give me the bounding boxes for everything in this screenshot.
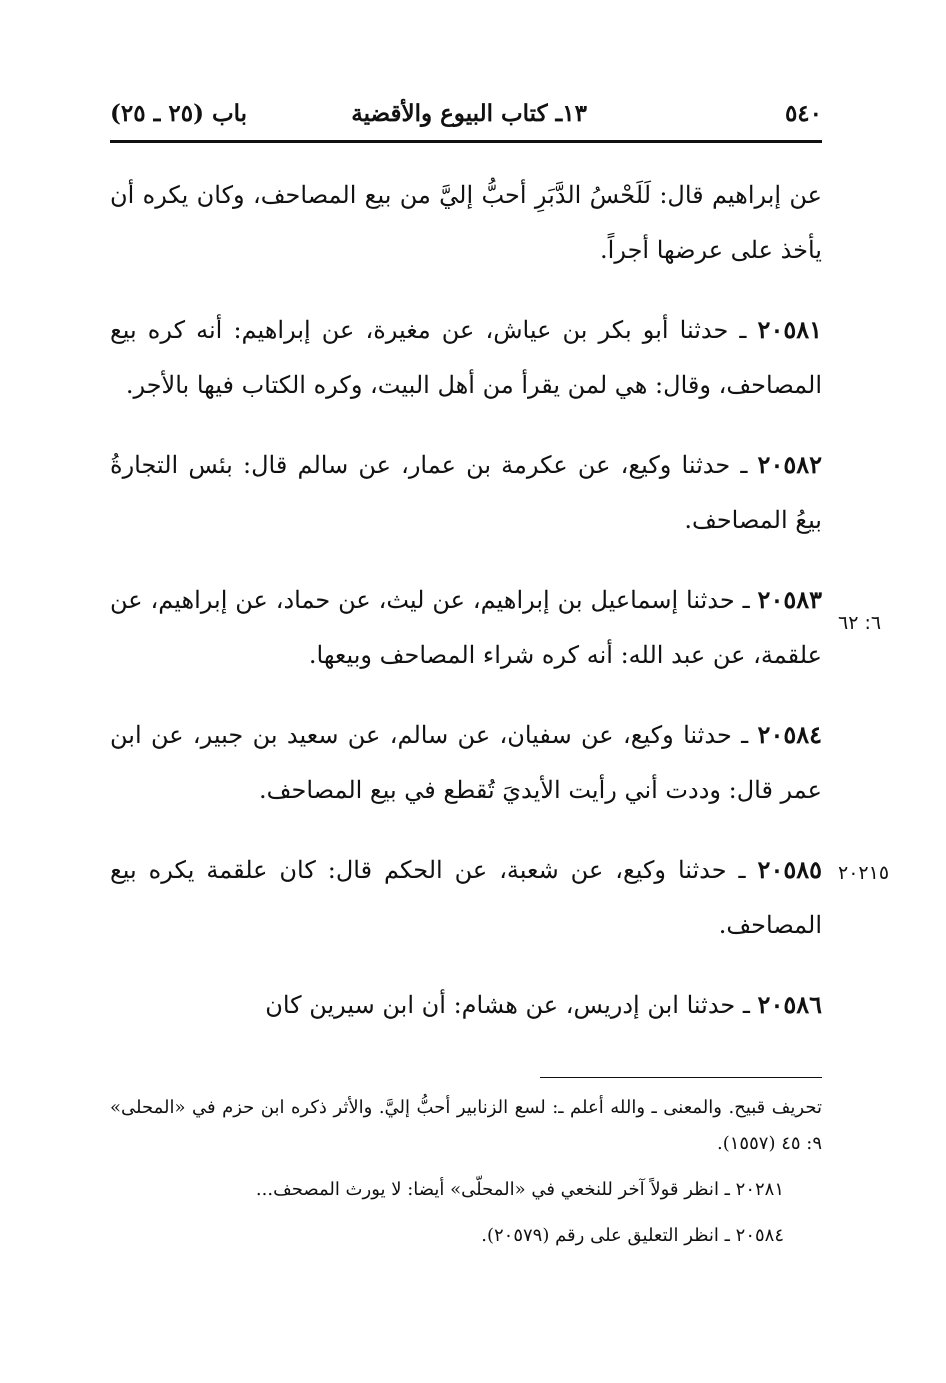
paragraph-text: عن إبراهيم قال: لَلَحْسُ الدَّبَرِ أحبُّ إليَّ من بيع المصاحف، وكان يكره أن يأخذ على عرضها أجراً. <box>110 181 822 264</box>
main-text <box>110 168 822 1057</box>
hadith-number: ٢٠٥٨٢ <box>757 450 822 479</box>
hadith-20582 <box>110 437 822 548</box>
footnote-3: ٢٠٥٨٤ ـ انظر التعليق على رقم (٢٠٥٧٩). <box>481 1225 784 1246</box>
chapter-label: باب (٢٥ ـ ٢٥) <box>110 100 248 127</box>
hadith-number: ٢٠٥٨١ <box>757 315 822 344</box>
margin-note-1: ٦: ٦٢ <box>838 612 882 634</box>
margin-note-2: ٢٠٢١٥ <box>838 862 890 884</box>
hadith-text: ـ حدثنا وكيع، عن عكرمة بن عمار، عن سالم قال: بئس التجارةُ بيعُ المصاحف. <box>110 451 822 534</box>
hadith-20583 <box>110 572 822 683</box>
hadith-number: ٢٠٥٨٦ <box>757 990 822 1019</box>
footnote-rule <box>540 1077 822 1078</box>
hadith-20581 <box>110 302 822 413</box>
hadith-text: ـ حدثنا إسماعيل بن إبراهيم، عن ليث، عن حماد، عن إبراهيم، عن علقمة، عن عبد الله: أنه كره شراء المصاحف وبيعها. <box>110 586 822 669</box>
hadith-text: ـ حدثنا وكيع، عن شعبة، عن الحكم قال: كان علقمة يكره بيع المصاحف. <box>110 856 822 939</box>
footnotes <box>110 1090 822 1264</box>
book-title: ١٣ـ كتاب البيوع والأقضية <box>351 100 587 127</box>
page-number: ٥٤٠ <box>784 100 822 127</box>
hadith-text: ـ حدثنا أبو بكر بن عياش، عن مغيرة، عن إبراهيم: أنه كره بيع المصاحف، وقال: هي لمن يقرأ من أهل البيت، وكره الكتاب فيها بالأجر. <box>110 316 822 399</box>
page-header <box>110 92 822 136</box>
header-rule <box>110 140 822 143</box>
hadith-text: ـ حدثنا ابن إدريس، عن هشام: أن ابن سيرين كان <box>265 991 758 1019</box>
hadith-20584 <box>110 707 822 818</box>
hadith-number: ٢٠٥٨٤ <box>757 720 822 749</box>
hadith-number: ٢٠٥٨٣ <box>757 585 822 614</box>
footnote-1: تحريف قبيح. والمعنى ـ والله أعلم ـ: لسع الزنابير أحبُّ إليَّ. والأثر ذكره ابن حزم في «المحلى» ٩: ٤٥ (١٥٥٧). <box>110 1097 822 1154</box>
paragraph-continuation <box>110 168 822 278</box>
hadith-20586 <box>110 977 822 1033</box>
hadith-text: ـ حدثنا وكيع، عن سفيان، عن سالم، عن سعيد بن جبير، عن ابن عمر قال: وددت أني رأيت الأيديَ تُقطع في بيع المصاحف. <box>110 721 822 804</box>
hadith-20585 <box>110 842 822 953</box>
footnote-2: ٢٠٢٨١ ـ انظر قولاً آخر للنخعي في «المحلّى» أيضا: لا يورث المصحف... <box>255 1179 784 1200</box>
hadith-number: ٢٠٥٨٥ <box>757 855 822 884</box>
